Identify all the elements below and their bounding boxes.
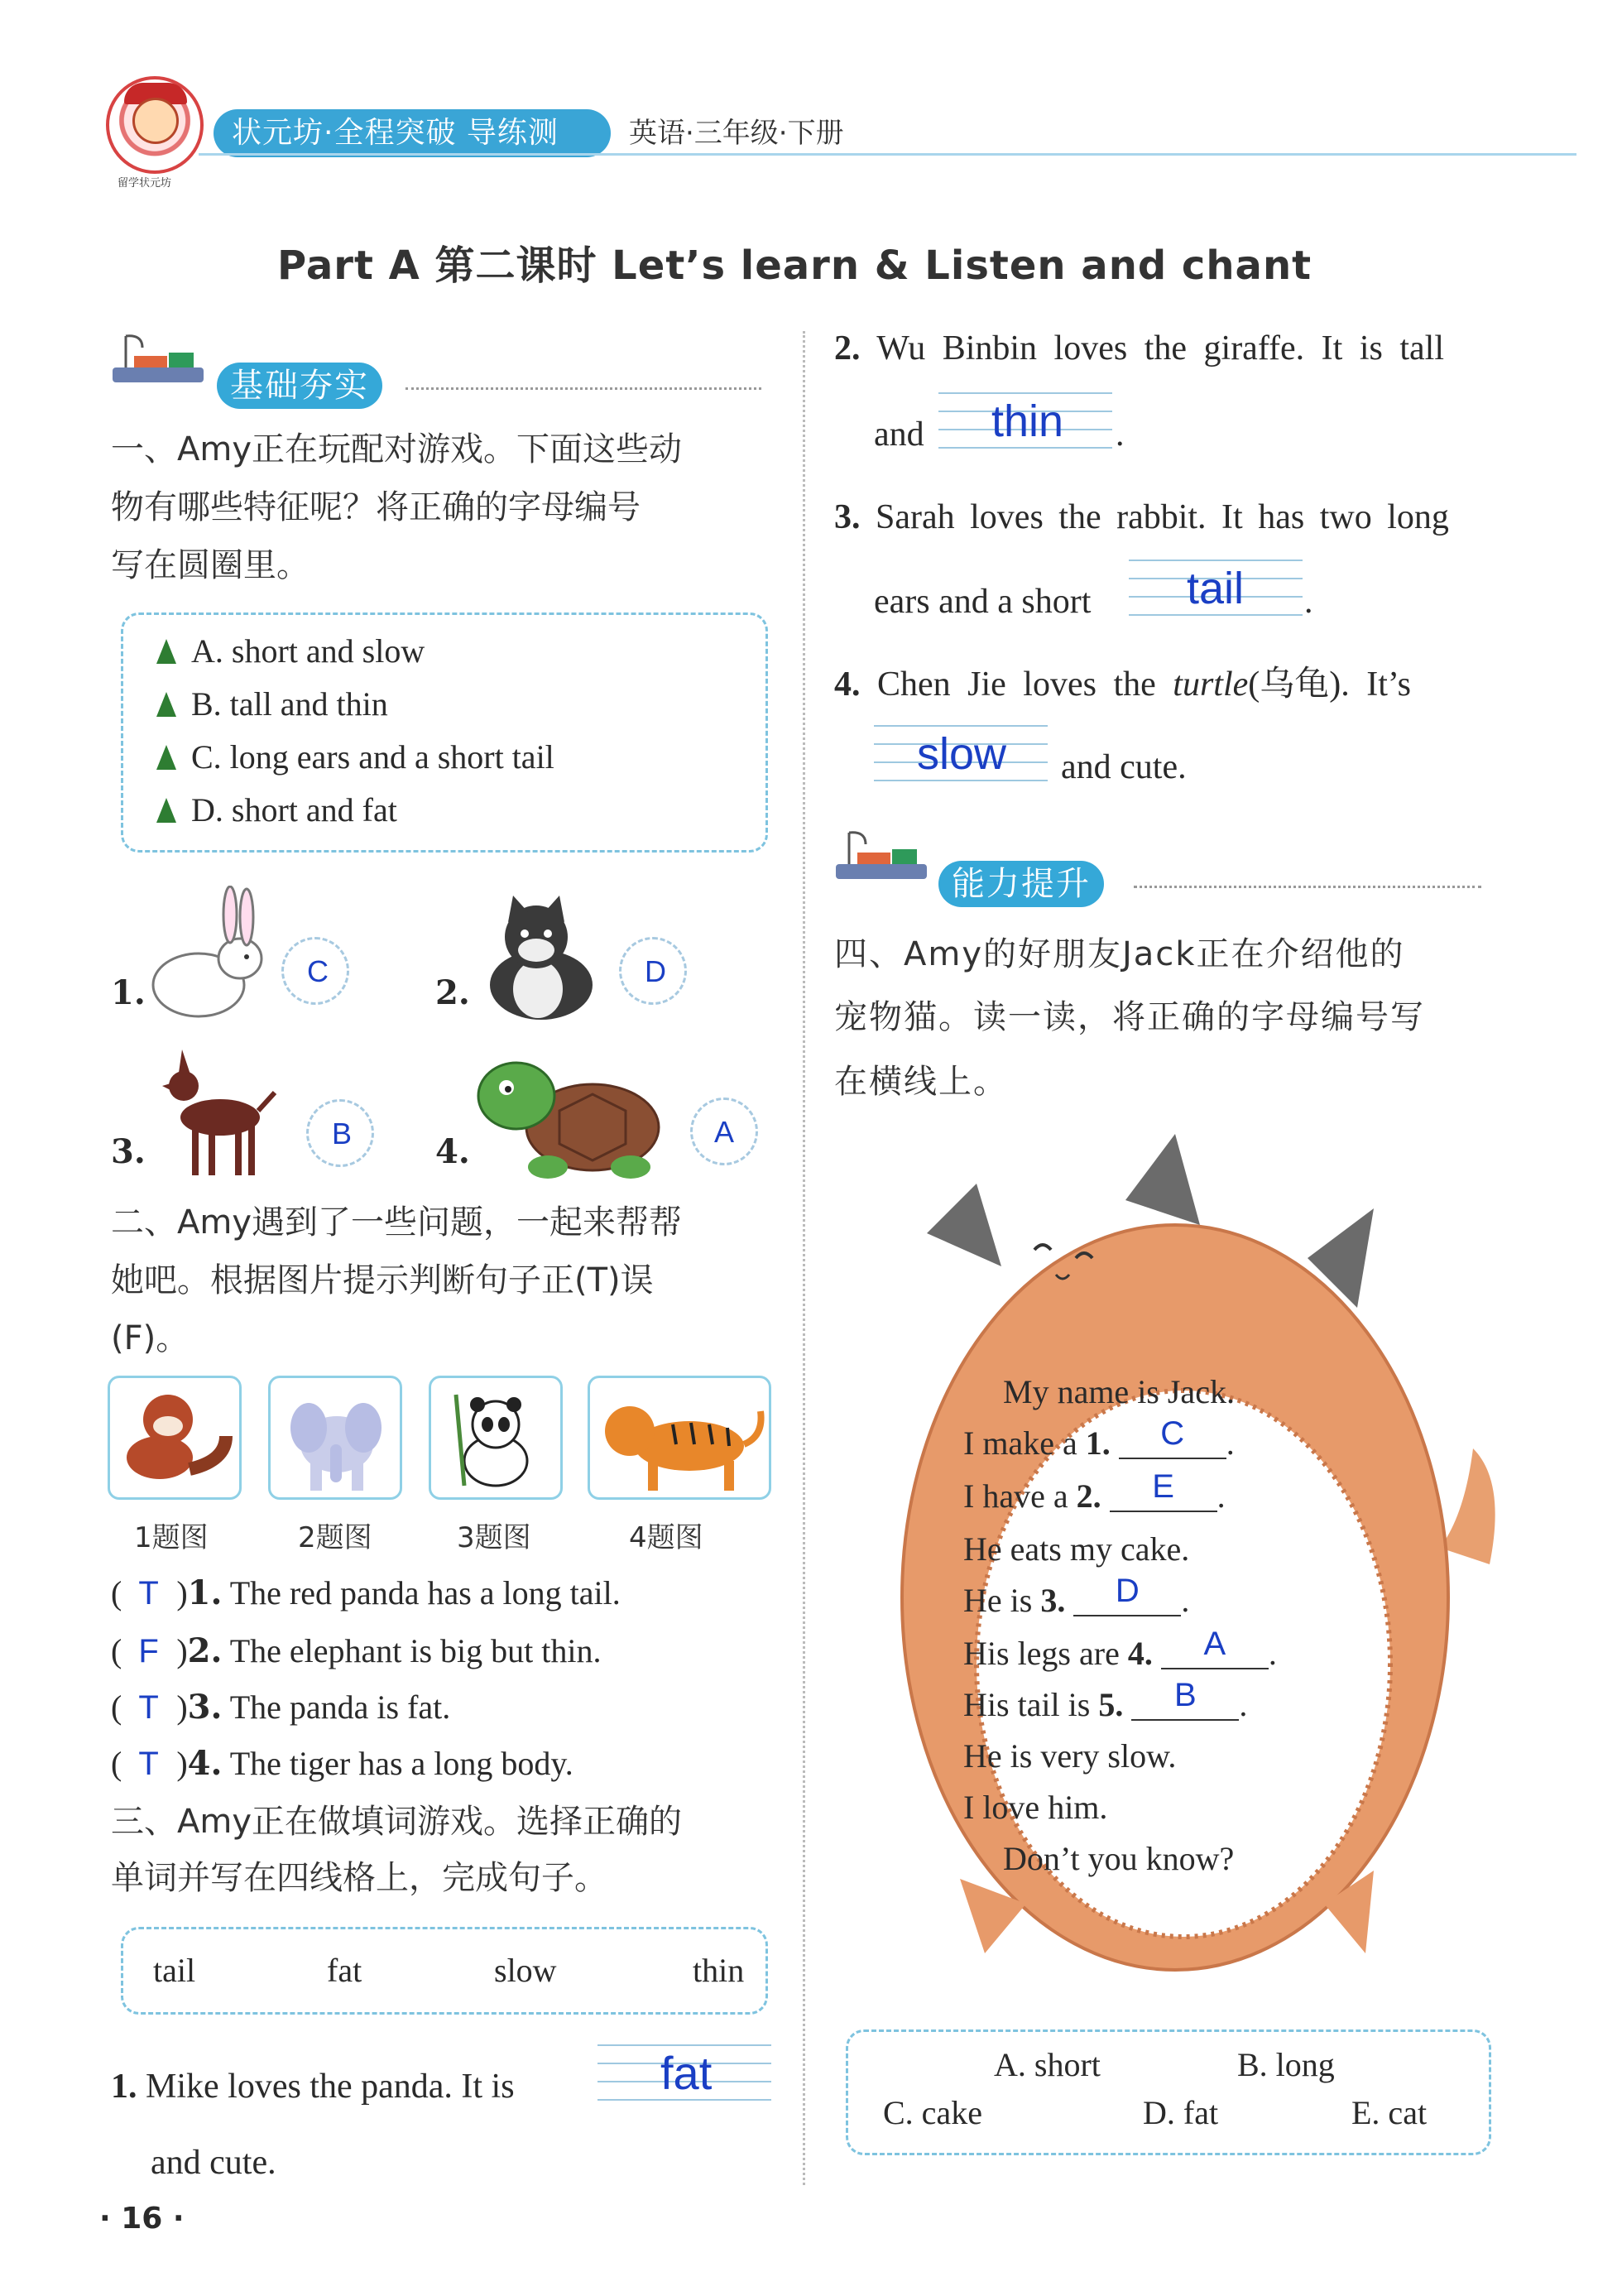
cat-illustration (473, 886, 606, 1026)
rabbit-illustration (149, 886, 273, 1026)
tiger-thumbnail (588, 1376, 771, 1500)
q2-prompt-3: (F)。 (111, 1319, 190, 1357)
section-dots (1134, 886, 1481, 888)
fill-sentence-2-and: and (874, 415, 924, 454)
q4-prompt-3: 在横线上。 (834, 1063, 1008, 1101)
tf-answer[interactable]: T (138, 1746, 159, 1782)
q4-options-box (846, 2029, 1491, 2155)
fill-sentence-1-cont: and cute. (151, 2144, 276, 2182)
fill-answer: fat (660, 2047, 713, 2099)
fill-sentence-4: 4. Chen Jie loves the turtle(乌龟). It’s (834, 665, 1411, 704)
tf-statement: ( F )2. The elephant is big but thin. (111, 1622, 602, 1680)
blank[interactable]: D (1073, 1583, 1181, 1616)
cat-line: He is 3. D . (963, 1573, 1190, 1619)
lesson-title: Part A 第二课时 Let’s learn & Listen and chant (277, 243, 1312, 289)
section-dots (405, 387, 761, 390)
panda-thumbnail (429, 1376, 563, 1500)
fill-sentence-3-mid: ears and a short (874, 583, 1092, 621)
tf-statement: ( T )1. The red panda has a long tail. (111, 1564, 621, 1622)
cat-line: He is very slow. (963, 1737, 1177, 1775)
picture-caption: 2题图 (298, 1521, 372, 1554)
elephant-thumbnail (268, 1376, 402, 1500)
tree-icon (156, 745, 176, 770)
q4-option: C. cake (883, 2094, 982, 2131)
q2-prompt-2: 她吧。根据图片提示判断句子正(T)误 (111, 1261, 654, 1299)
q4-prompt-2: 宠物猫。读一读，将正确的字母编号写 (834, 998, 1425, 1036)
logo-caption: 留学状元坊 (118, 177, 172, 190)
answer-circle[interactable]: B (306, 1099, 374, 1167)
q2-prompt-1: 二、Amy遇到了一些问题，一起来帮帮 (111, 1203, 682, 1242)
q1-option: A. short and slow (156, 625, 425, 678)
section-badge-basic: 基础夯实 (217, 363, 382, 409)
q1-item-number: 4. (435, 1132, 470, 1171)
answer-circle[interactable]: D (619, 937, 687, 1005)
word-bank-item: slow (494, 1952, 557, 1989)
blank[interactable]: C (1119, 1426, 1226, 1459)
tf-statement: ( T )3. The panda is fat. (111, 1679, 450, 1736)
answer-circle[interactable]: C (281, 937, 349, 1005)
fill-sentence-3-end: . (1304, 583, 1313, 621)
word-bank-item: thin (693, 1952, 745, 1989)
blank[interactable]: B (1131, 1688, 1239, 1721)
tf-statement: ( T )4. The tiger has a long body. (111, 1735, 573, 1793)
fill-sentence-1: 1. Mike loves the panda. It is (111, 2068, 515, 2106)
four-line-grid[interactable] (938, 392, 1112, 454)
cat-line: Don’t you know? (1003, 1840, 1235, 1877)
q4-option: D. fat (1143, 2094, 1219, 2131)
word-bank-item: fat (327, 1952, 362, 1989)
q1-options-box (121, 612, 768, 853)
cat-line: My name is Jack. (1003, 1373, 1235, 1410)
page-number: · 16 · (99, 2202, 185, 2236)
q1-item-number: 2. (435, 973, 470, 1012)
fill-answer: slow (917, 729, 1007, 779)
section-badge-advanced: 能力提升 (938, 861, 1104, 907)
header-divider (199, 153, 1576, 156)
four-line-grid[interactable] (874, 725, 1048, 786)
q4-option: A. short (994, 2046, 1101, 2083)
q4-prompt-1: 四、Amy的好朋友Jack正在介绍他的 (834, 935, 1405, 973)
tf-answer[interactable]: T (138, 1575, 159, 1612)
tree-icon (156, 692, 176, 717)
fill-answer: tail (1187, 564, 1245, 613)
tf-answer[interactable]: F (138, 1633, 159, 1669)
cat-line: I make a 1. C . (963, 1415, 1235, 1462)
fill-answer: thin (991, 396, 1064, 446)
picture-caption: 3题图 (457, 1521, 531, 1554)
q1-item-number: 1. (111, 973, 146, 1012)
turtle-illustration (468, 1045, 675, 1185)
cat-line: I love him. (963, 1789, 1108, 1826)
q1-option: B. tall and thin (156, 678, 388, 731)
pencil-books-icon (833, 828, 932, 887)
q4-option: E. cat (1351, 2094, 1428, 2131)
q1-item-number: 3. (111, 1132, 146, 1171)
cat-line: I have a 2. E . (963, 1468, 1226, 1515)
q1-prompt-2: 物有哪些特征呢？将正确的字母编号 (111, 488, 641, 526)
dog-illustration (146, 1043, 286, 1184)
q3-prompt-2: 单词并写在四线格上，完成句子。 (111, 1859, 607, 1897)
q4-option: B. long (1237, 2046, 1335, 2083)
logo-face (132, 98, 179, 144)
word-bank-item: tail (153, 1952, 196, 1989)
fill-sentence-2-end: . (1116, 415, 1125, 454)
four-line-grid[interactable] (1129, 560, 1303, 621)
q1-option: C. long ears and a short tail (156, 731, 554, 784)
cat-line: His tail is 5. B . (963, 1677, 1248, 1723)
cat-line: He eats my cake. (963, 1530, 1190, 1568)
fill-sentence-2: 2. Wu Binbin loves the giraffe. It is tall (834, 329, 1444, 367)
column-divider (803, 331, 805, 2185)
blank[interactable]: A (1161, 1636, 1269, 1669)
answer-circle[interactable]: A (690, 1098, 758, 1165)
word-bank-box (121, 1927, 768, 2015)
subject-title: 英语·三年级·下册 (629, 117, 844, 150)
tree-icon (156, 639, 176, 664)
fill-sentence-3: 3. Sarah loves the rabbit. It has two long (834, 498, 1449, 536)
tf-answer[interactable]: T (138, 1689, 159, 1726)
fill-sentence-4-end: and cute. (1061, 748, 1187, 786)
four-line-grid[interactable] (597, 2044, 771, 2106)
red-panda-thumbnail (108, 1376, 242, 1500)
picture-caption: 4题图 (629, 1521, 703, 1554)
q3-prompt-1: 三、Amy正在做填词游戏。选择正确的 (111, 1803, 682, 1841)
tree-icon (156, 798, 176, 823)
q1-prompt-1: 一、Amy正在玩配对游戏。下面这些动 (111, 430, 682, 468)
q1-option: D. short and fat (156, 784, 397, 837)
pencil-books-icon (109, 331, 209, 391)
q1-prompt-3: 写在圆圈里。 (111, 546, 310, 584)
series-title: 状元坊·全程突破 导练测 (214, 109, 611, 157)
blank[interactable]: E (1110, 1479, 1217, 1512)
cat-line: His legs are 4. A . (963, 1626, 1277, 1672)
picture-caption: 1题图 (134, 1521, 209, 1554)
